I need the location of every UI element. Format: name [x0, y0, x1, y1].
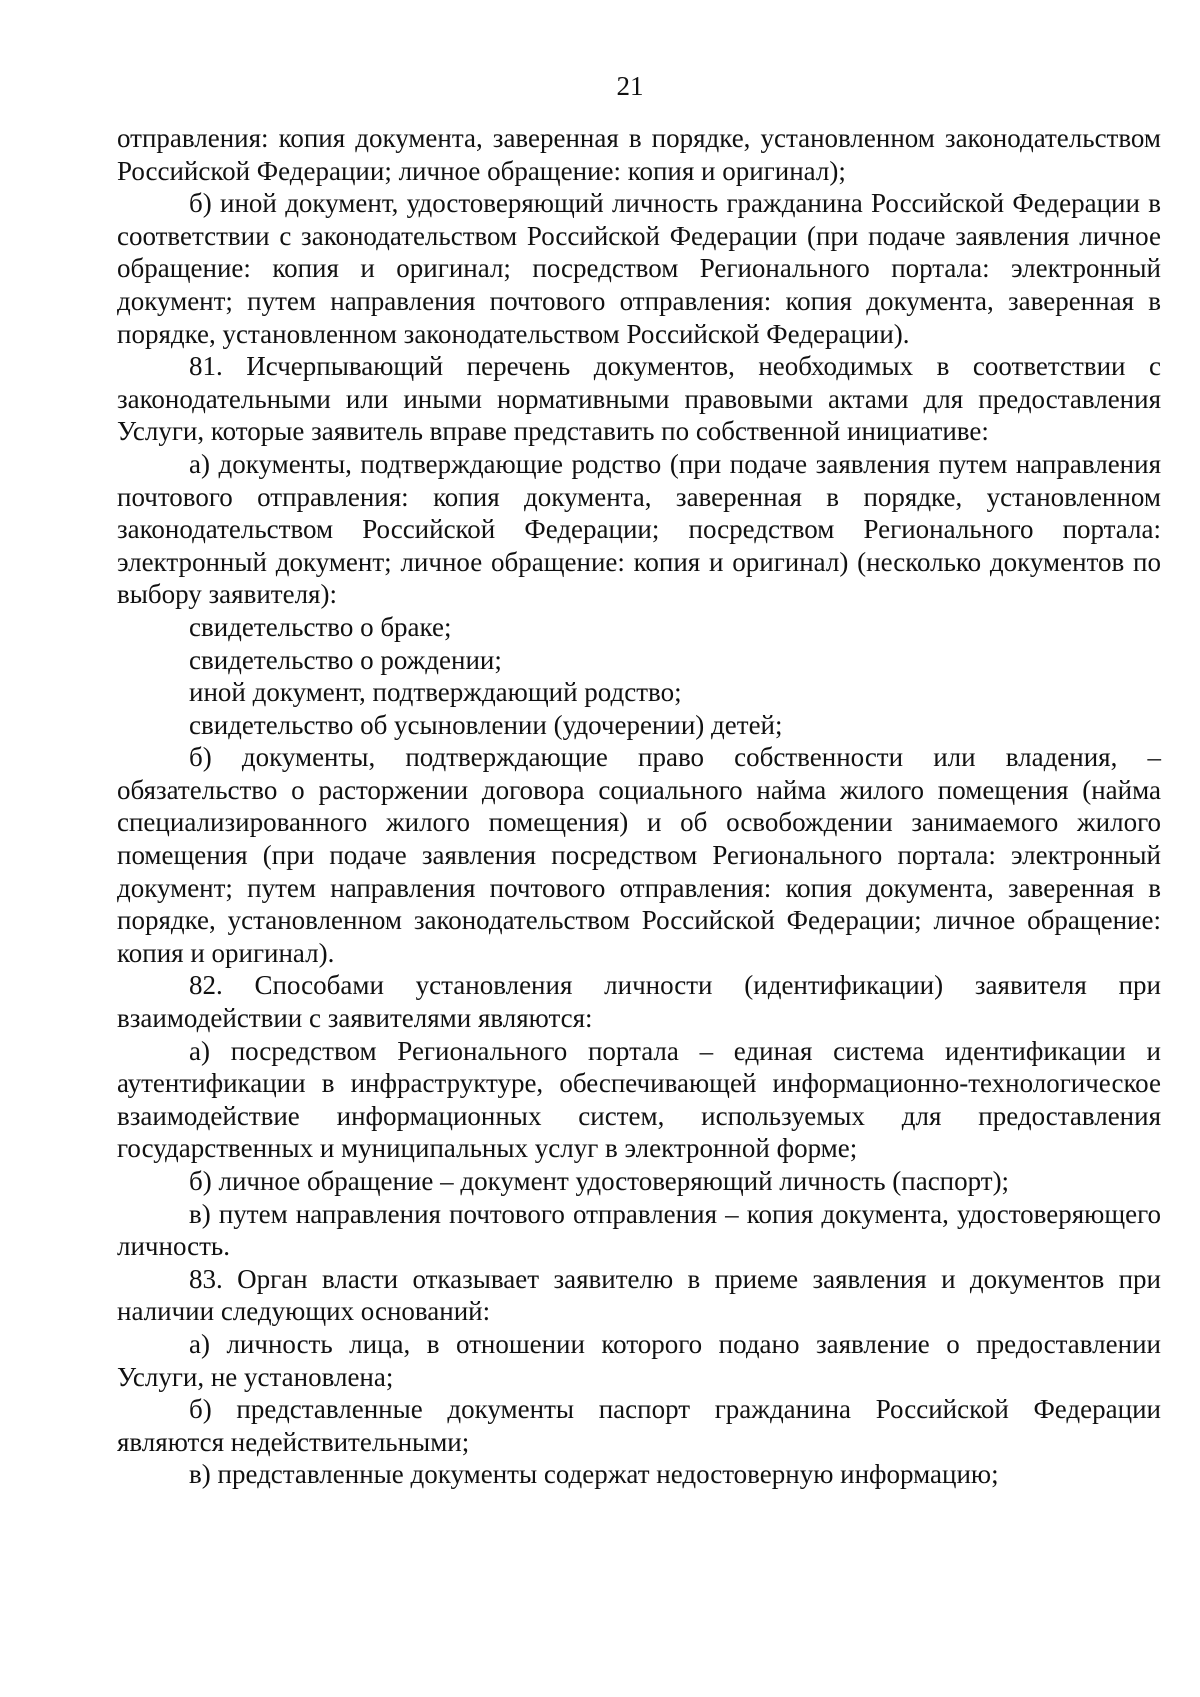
list-item: иной документ, подтверждающий родство;	[189, 677, 682, 708]
paragraph: а) посредством Регионального портала – единая система идентификации и аутентификации в инфраструктуре, обеспечивающей информационно-технологическое взаимодействие информационных систем, используемых для предоставления государственных и муниципальных услуг в электронной форме;	[117, 1035, 1161, 1164]
paragraph: в) путем направления почтового отправления – копия документа, удостоверяющего личность.	[117, 1198, 1161, 1262]
list-item: свидетельство о браке;	[189, 611, 452, 642]
list-item: свидетельство о рождении;	[189, 644, 502, 675]
paragraph: отправления: копия документа, заверенная в порядке, установленном законодательством Российской Федерации; личное обращение: копия и оригинал);	[117, 123, 1161, 186]
paragraph: в) представленные документы содержат недостоверную информацию;	[189, 1459, 999, 1490]
paragraph: а) личность лица, в отношении которого подано заявление о предоставлении Услуги, не установлена;	[117, 1328, 1161, 1392]
paragraph: 81. Исчерпывающий перечень документов, необходимых в соответствии с законодательными или иными нормативными правовыми актами для предоставления Услуги, которые заявитель вправе представить по собственной инициативе:	[117, 351, 1161, 447]
paragraph: б) представленные документы паспорт гражданина Российской Федерации являются недействительными;	[117, 1394, 1161, 1457]
paragraph: б) документы, подтверждающие право собственности или владения, – обязательство о расторжении договора социального найма жилого помещения (найма специализированного жилого помещения) и об освобождении занимаемого жилого помещения (при подаче заявления посредством Регионального портала: электронный документ; путем направления почтового отправления: копия документа, заверенная в порядке, установленном законодательством Российской Федерации; личное обращение: копия и оригинал).	[117, 742, 1161, 968]
paragraph: б) иной документ, удостоверяющий личность гражданина Российской Федерации в соответствии с законодательством Российской Федерации (при подаче заявления личное обращение: копия и оригинал; посредством Регионального портала: электронный документ; путем направления почтового отправления: копия документа, заверенная в порядке, установленном законодательством Российской Федерации).	[117, 188, 1161, 349]
paragraph: а) документы, подтверждающие родство (при подаче заявления путем направления почтового отправления: копия документа, заверенная в порядке, установленном законодательством Российской Федерации; посредством Регионального портала: электронный документ; личное обращение: копия и оригинал) (несколько документов по выбору заявителя):	[117, 448, 1161, 610]
document-body	[117, 122, 1161, 1491]
list-item: свидетельство об усыновлении (удочерении) детей;	[189, 709, 783, 740]
paragraph: 83. Орган власти отказывает заявителю в приеме заявления и документов при наличии следующих оснований:	[117, 1263, 1161, 1327]
paragraph: б) личное обращение – документ удостоверяющий личность (паспорт);	[189, 1166, 1010, 1196]
page-number: 21	[616, 71, 644, 101]
paragraph: 82. Способами установления личности (идентификации) заявителя при взаимодействии с заявителями являются:	[117, 970, 1161, 1034]
